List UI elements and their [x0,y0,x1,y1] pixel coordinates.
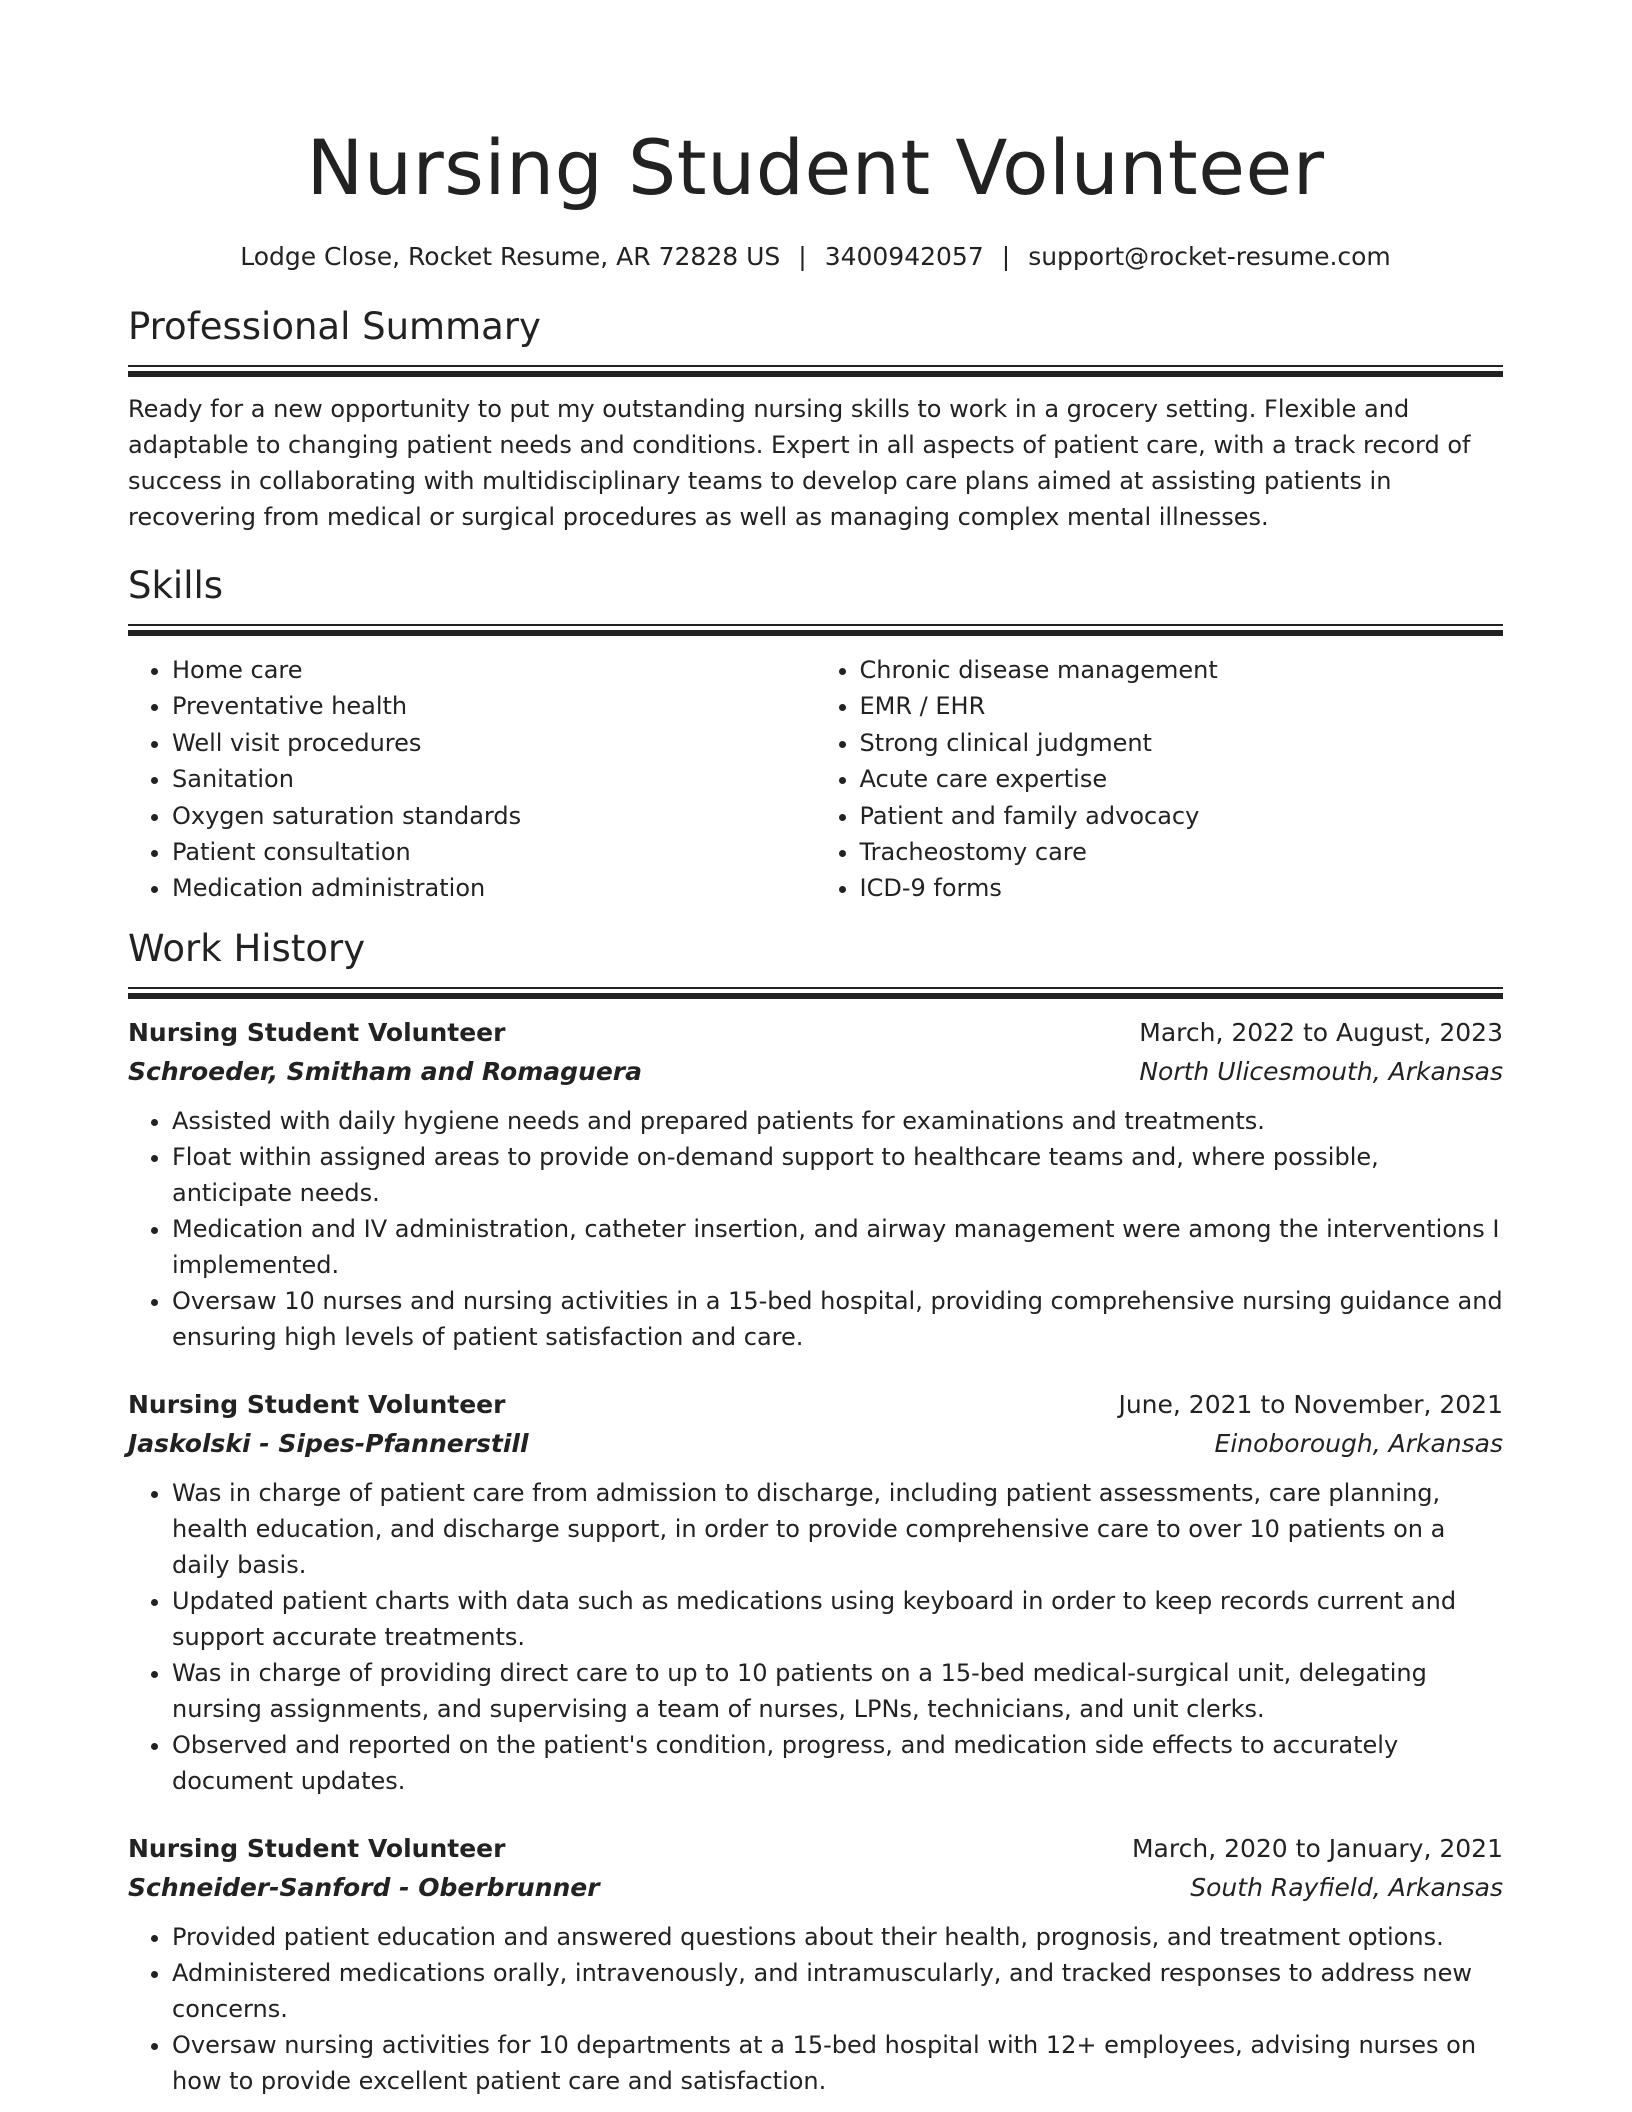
skills-columns [128,652,1503,907]
job-bullet: • Observed and reported on the patient's condition, progress, and medication side effects to accurately document updates. [172,1727,1503,1799]
skill-item: • Sanitation [172,761,816,797]
summary-section [128,303,1503,535]
job-header-row [128,1829,1503,1869]
job-bullet: • Oversaw 10 nurses and nursing activities in a 15-bed hospital, providing comprehensive nursing guidance and ensuring high levels of patient satisfaction and care. [172,1283,1503,1355]
job-entry [128,1013,1503,1355]
contact-line [128,240,1503,274]
section-divider [128,624,1503,636]
job-header-row [128,1013,1503,1053]
skill-item: • ICD-9 forms [860,870,1504,906]
job-header-row [128,1385,1503,1425]
skill-item: • Patient consultation [172,834,816,870]
skill-item: • Medication administration [172,870,816,906]
section-divider [128,365,1503,377]
job-company: Schroeder, Smitham and Romaguera [128,1056,643,1086]
job-dates: June, 2021 to November, 2021 [1118,1389,1503,1419]
skill-item: • Patient and family advocacy [860,798,1504,834]
job-bullets [128,1919,1503,2099]
contact-phone: 3400942057 [824,242,984,271]
contact-separator: | [1001,242,1011,271]
skills-section [128,562,1503,907]
job-bullet: • Provided patient education and answered questions about their health, prognosis, and treatment options. [172,1919,1503,1955]
summary-heading: Professional Summary [128,305,541,348]
job-location: North Ulicesmouth, Arkansas [1139,1056,1503,1086]
job-company: Schneider-Sanford - Oberbrunner [128,1872,600,1902]
job-bullet: • Was in charge of patient care from admission to discharge, including patient assessments, care planning, health education, and discharge support, in order to provide comprehensive care to over 10 patients on a daily basis. [172,1475,1503,1583]
job-bullet: • Float within assigned areas to provide on-demand support to healthcare teams and, where possible, anticipate needs. [172,1139,1503,1211]
work-history-heading: Work History [128,926,366,970]
contact-address: Lodge Close, Rocket Resume, AR 72828 US [240,242,781,271]
job-location: South Rayfield, Arkansas [1190,1872,1503,1902]
job-company-row [128,1869,1503,1907]
job-bullet: • Updated patient charts with data such as medications using keyboard in order to keep records current and support accurate treatments. [172,1583,1503,1655]
job-bullet: • Assisted with daily hygiene needs and prepared patients for examinations and treatments. [172,1103,1503,1139]
resume-name: Nursing Student Volunteer [306,123,1325,212]
section-divider [128,987,1503,999]
job-company: Jaskolski - Sipes-Pfannerstill [128,1428,529,1458]
contact-email: support@rocket-resume.com [1028,242,1391,271]
job-bullets [128,1475,1503,1799]
job-bullet: • Oversaw nursing activities for 10 departments at a 15-bed hospital with 12+ employees, advising nurses on how to provide excellent patient care and satisfaction. [172,2027,1503,2099]
job-bullet: • Administered medications orally, intravenously, and intramuscularly, and tracked responses to address new concerns. [172,1955,1503,2027]
skill-item: • Tracheostomy care [860,834,1504,870]
job-dates: March, 2022 to August, 2023 [1139,1017,1503,1047]
skills-list-right [816,652,1504,907]
skills-list-left [128,652,816,907]
skill-item: • Acute care expertise [860,761,1504,797]
skill-item: • Home care [172,652,816,688]
job-title: Nursing Student Volunteer [128,1389,506,1419]
skill-item: • Well visit procedures [172,725,816,761]
skill-item: • EMR / EHR [860,688,1504,724]
contact-separator: | [798,242,807,271]
skills-heading: Skills [128,564,224,607]
work-history-section [128,925,1503,2099]
job-entry [128,1385,1503,1799]
job-entry [128,1829,1503,2099]
job-bullet: • Was in charge of providing direct care to up to 10 patients on a 15-bed medical-surgical unit, delegating nursing assignments, and supervising a team of nurses, LPNs, technicians, and unit clerks. [172,1655,1503,1727]
job-bullets [128,1103,1503,1355]
job-dates: March, 2020 to January, 2021 [1131,1833,1503,1863]
summary-text: Ready for a new opportunity to put my outstanding nursing skills to work in a grocery setting. Flexible and adaptable to changing patient needs and conditions. Expert in all aspects of patient care, with a track record of success in collaborating with multidisciplinary teams to develop care plans aimed at assisting patients in recovering from medical or surgical procedures as well as managing complex mental illnesses. [128,395,1471,531]
skill-item: • Chronic disease management [860,652,1504,688]
job-company-row [128,1053,1503,1091]
skill-item: • Preventative health [172,688,816,724]
job-location: Einoborough, Arkansas [1214,1428,1503,1458]
job-company-row [128,1425,1503,1463]
job-title: Nursing Student Volunteer [128,1017,506,1047]
skill-item: • Strong clinical judgment [860,725,1504,761]
job-bullet: • Medication and IV administration, catheter insertion, and airway management were among the interventions I implemented. [172,1211,1503,1283]
skill-item: • Oxygen saturation standards [172,798,816,834]
job-title: Nursing Student Volunteer [128,1833,506,1863]
